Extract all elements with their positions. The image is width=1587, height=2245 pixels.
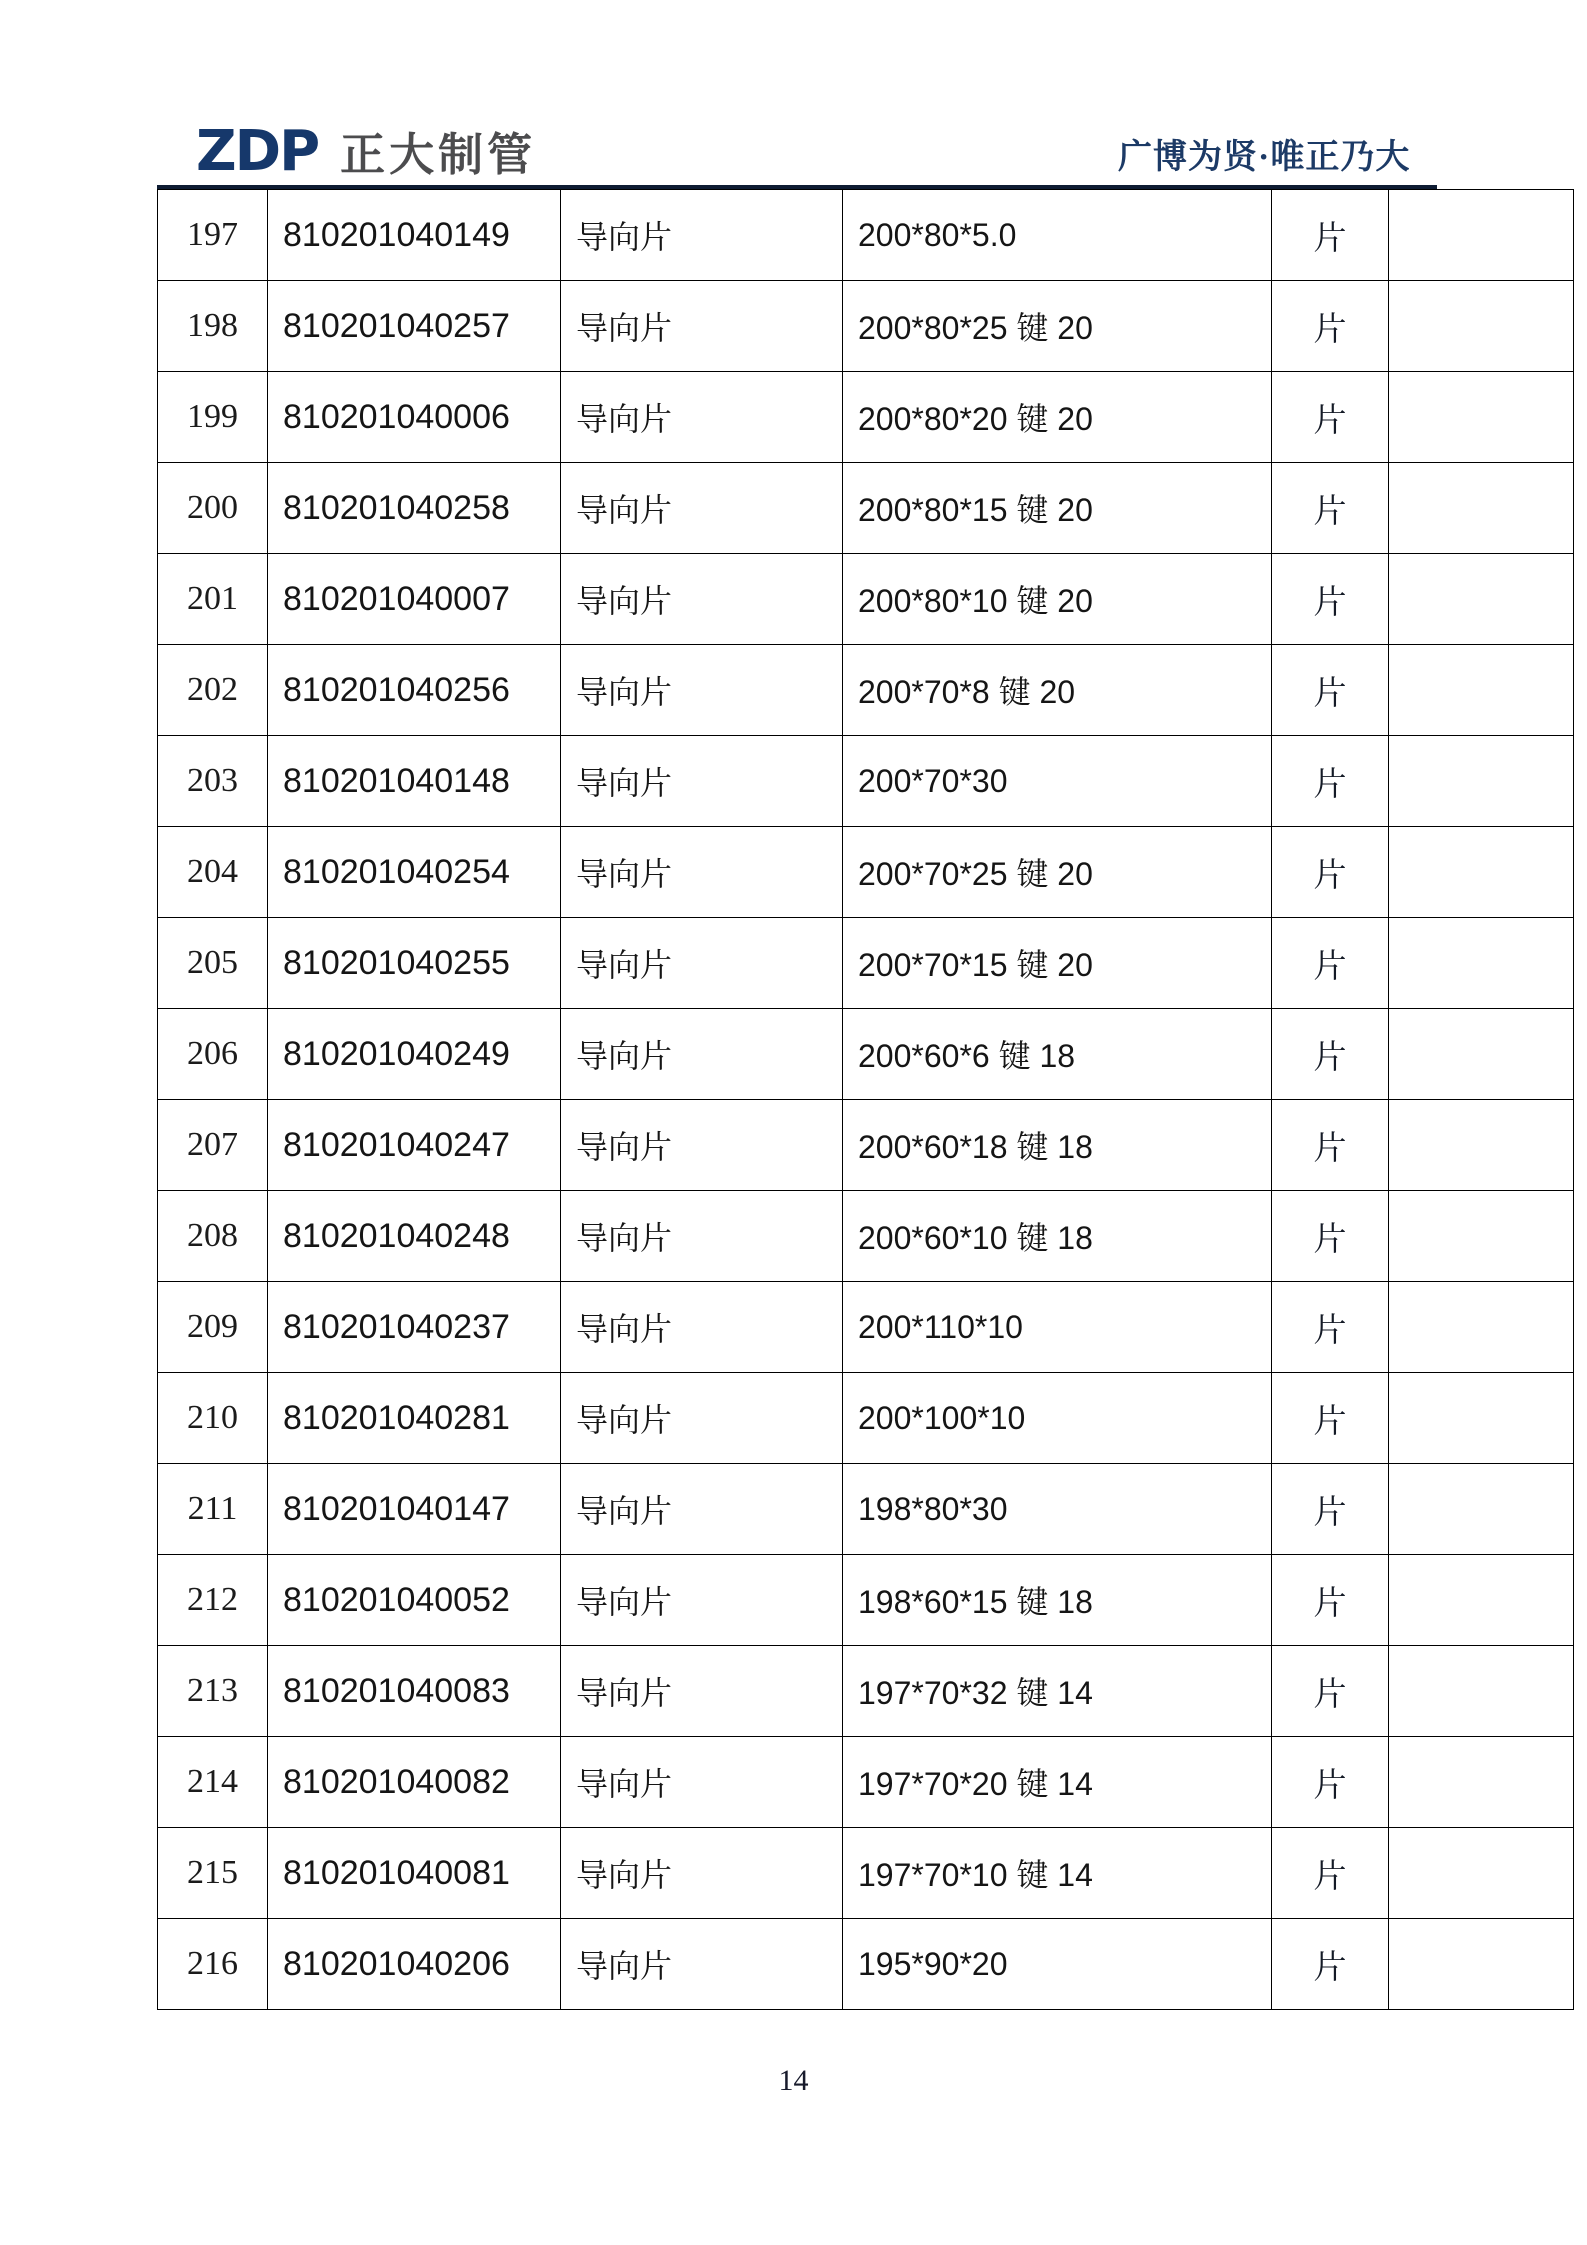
spec-cell: 200*60*6 键 18 bbox=[843, 1009, 1272, 1100]
unit-cell: 片 bbox=[1272, 1373, 1389, 1464]
material-code-cell: 810201040006 bbox=[268, 372, 561, 463]
unit-cell: 片 bbox=[1272, 1646, 1389, 1737]
part-name-cell: 导向片 bbox=[561, 918, 843, 1009]
logo-company-name: 正大制管 bbox=[340, 129, 537, 180]
table-row bbox=[158, 463, 1574, 554]
row-number-cell: 207 bbox=[158, 1100, 268, 1191]
row-number-cell: 201 bbox=[158, 554, 268, 645]
unit-cell: 片 bbox=[1272, 190, 1389, 281]
part-name-cell: 导向片 bbox=[561, 736, 843, 827]
unit-cell: 片 bbox=[1272, 645, 1389, 736]
row-number-cell: 211 bbox=[158, 1464, 268, 1555]
remark-cell bbox=[1389, 1828, 1574, 1919]
remark-cell bbox=[1389, 1191, 1574, 1282]
row-number-cell: 206 bbox=[158, 1009, 268, 1100]
row-number-cell: 202 bbox=[158, 645, 268, 736]
row-number-cell: 216 bbox=[158, 1919, 268, 2010]
row-number-cell: 208 bbox=[158, 1191, 268, 1282]
material-code-cell: 810201040082 bbox=[268, 1737, 561, 1828]
row-number-cell: 203 bbox=[158, 736, 268, 827]
remark-cell bbox=[1389, 1282, 1574, 1373]
part-name-cell: 导向片 bbox=[561, 1373, 843, 1464]
table-row bbox=[158, 736, 1574, 827]
part-name-cell: 导向片 bbox=[561, 1464, 843, 1555]
table-row bbox=[158, 281, 1574, 372]
part-name-cell: 导向片 bbox=[561, 827, 843, 918]
part-name-cell: 导向片 bbox=[561, 1555, 843, 1646]
table-row bbox=[158, 1919, 1574, 2010]
row-number-cell: 209 bbox=[158, 1282, 268, 1373]
unit-cell: 片 bbox=[1272, 1828, 1389, 1919]
material-code-cell: 810201040148 bbox=[268, 736, 561, 827]
remark-cell bbox=[1389, 645, 1574, 736]
part-name-cell: 导向片 bbox=[561, 1919, 843, 2010]
remark-cell bbox=[1389, 463, 1574, 554]
row-number-cell: 214 bbox=[158, 1737, 268, 1828]
unit-cell: 片 bbox=[1272, 372, 1389, 463]
part-name-cell: 导向片 bbox=[561, 1282, 843, 1373]
material-code-cell: 810201040257 bbox=[268, 281, 561, 372]
table-row bbox=[158, 1737, 1574, 1828]
part-name-cell: 导向片 bbox=[561, 281, 843, 372]
part-name-cell: 导向片 bbox=[561, 1100, 843, 1191]
spec-cell: 200*110*10 bbox=[843, 1282, 1272, 1373]
company-tagline: 广博为贤·唯正乃大 bbox=[1118, 139, 1411, 176]
material-code-cell: 810201040081 bbox=[268, 1828, 561, 1919]
table-row bbox=[158, 1555, 1574, 1646]
material-code-cell: 810201040052 bbox=[268, 1555, 561, 1646]
material-code-cell: 810201040249 bbox=[268, 1009, 561, 1100]
unit-cell: 片 bbox=[1272, 1555, 1389, 1646]
row-number-cell: 215 bbox=[158, 1828, 268, 1919]
material-code-cell: 810201040237 bbox=[268, 1282, 561, 1373]
row-number-cell: 210 bbox=[158, 1373, 268, 1464]
row-number-cell: 197 bbox=[158, 190, 268, 281]
unit-cell: 片 bbox=[1272, 918, 1389, 1009]
table-row bbox=[158, 1100, 1574, 1191]
table-row bbox=[158, 1464, 1574, 1555]
material-code-cell: 810201040206 bbox=[268, 1919, 561, 2010]
spec-cell: 200*60*10 键 18 bbox=[843, 1191, 1272, 1282]
unit-cell: 片 bbox=[1272, 1100, 1389, 1191]
material-code-cell: 810201040149 bbox=[268, 190, 561, 281]
remark-cell bbox=[1389, 372, 1574, 463]
material-code-cell: 810201040254 bbox=[268, 827, 561, 918]
part-name-cell: 导向片 bbox=[561, 1009, 843, 1100]
table-row bbox=[158, 1282, 1574, 1373]
unit-cell: 片 bbox=[1272, 1464, 1389, 1555]
remark-cell bbox=[1389, 1919, 1574, 2010]
remark-cell bbox=[1389, 1555, 1574, 1646]
remark-cell bbox=[1389, 1009, 1574, 1100]
part-name-cell: 导向片 bbox=[561, 1828, 843, 1919]
unit-cell: 片 bbox=[1272, 736, 1389, 827]
unit-cell: 片 bbox=[1272, 554, 1389, 645]
spec-cell: 200*70*15 键 20 bbox=[843, 918, 1272, 1009]
table-row bbox=[158, 827, 1574, 918]
table-row bbox=[158, 645, 1574, 736]
table-row bbox=[158, 1646, 1574, 1737]
material-code-cell: 810201040281 bbox=[268, 1373, 561, 1464]
table-row bbox=[158, 190, 1574, 281]
material-code-cell: 810201040255 bbox=[268, 918, 561, 1009]
remark-cell bbox=[1389, 1373, 1574, 1464]
remark-cell bbox=[1389, 1646, 1574, 1737]
part-name-cell: 导向片 bbox=[561, 190, 843, 281]
table-row bbox=[158, 918, 1574, 1009]
table-row bbox=[158, 372, 1574, 463]
material-code-cell: 810201040083 bbox=[268, 1646, 561, 1737]
table-row bbox=[158, 1009, 1574, 1100]
spec-cell: 200*70*8 键 20 bbox=[843, 645, 1272, 736]
table-row bbox=[158, 554, 1574, 645]
part-name-cell: 导向片 bbox=[561, 463, 843, 554]
spec-cell: 198*80*30 bbox=[843, 1464, 1272, 1555]
material-code-cell: 810201040147 bbox=[268, 1464, 561, 1555]
unit-cell: 片 bbox=[1272, 1191, 1389, 1282]
part-name-cell: 导向片 bbox=[561, 554, 843, 645]
spec-cell: 197*70*32 键 14 bbox=[843, 1646, 1272, 1737]
unit-cell: 片 bbox=[1272, 1737, 1389, 1828]
remark-cell bbox=[1389, 1464, 1574, 1555]
company-logo bbox=[196, 119, 537, 184]
remark-cell bbox=[1389, 827, 1574, 918]
material-code-cell: 810201040248 bbox=[268, 1191, 561, 1282]
spec-cell: 197*70*10 键 14 bbox=[843, 1828, 1272, 1919]
table-row bbox=[158, 1373, 1574, 1464]
row-number-cell: 213 bbox=[158, 1646, 268, 1737]
table-row bbox=[158, 1191, 1574, 1282]
spec-cell: 195*90*20 bbox=[843, 1919, 1272, 2010]
unit-cell: 片 bbox=[1272, 1282, 1389, 1373]
material-code-cell: 810201040258 bbox=[268, 463, 561, 554]
remark-cell bbox=[1389, 736, 1574, 827]
part-name-cell: 导向片 bbox=[561, 1646, 843, 1737]
material-code-cell: 810201040247 bbox=[268, 1100, 561, 1191]
spec-cell: 200*100*10 bbox=[843, 1373, 1272, 1464]
spec-cell: 200*60*18 键 18 bbox=[843, 1100, 1272, 1191]
spec-cell: 200*80*10 键 20 bbox=[843, 554, 1272, 645]
unit-cell: 片 bbox=[1272, 281, 1389, 372]
table-row bbox=[158, 1828, 1574, 1919]
remark-cell bbox=[1389, 190, 1574, 281]
spec-cell: 200*70*30 bbox=[843, 736, 1272, 827]
spec-cell: 200*80*15 键 20 bbox=[843, 463, 1272, 554]
remark-cell bbox=[1389, 1737, 1574, 1828]
part-name-cell: 导向片 bbox=[561, 645, 843, 736]
unit-cell: 片 bbox=[1272, 463, 1389, 554]
spec-cell: 200*80*5.0 bbox=[843, 190, 1272, 281]
parts-table-body bbox=[158, 190, 1574, 2010]
part-name-cell: 导向片 bbox=[561, 372, 843, 463]
part-name-cell: 导向片 bbox=[561, 1191, 843, 1282]
spec-cell: 200*80*20 键 20 bbox=[843, 372, 1272, 463]
logo-zdp-mark: ZDP bbox=[196, 119, 319, 184]
remark-cell bbox=[1389, 281, 1574, 372]
row-number-cell: 205 bbox=[158, 918, 268, 1009]
part-name-cell: 导向片 bbox=[561, 1737, 843, 1828]
unit-cell: 片 bbox=[1272, 827, 1389, 918]
remark-cell bbox=[1389, 1100, 1574, 1191]
row-number-cell: 200 bbox=[158, 463, 268, 554]
spec-cell: 200*70*25 键 20 bbox=[843, 827, 1272, 918]
page-number: 14 bbox=[778, 2064, 809, 2097]
spec-cell: 198*60*15 键 18 bbox=[843, 1555, 1272, 1646]
spec-cell: 197*70*20 键 14 bbox=[843, 1737, 1272, 1828]
unit-cell: 片 bbox=[1272, 1919, 1389, 2010]
material-code-cell: 810201040256 bbox=[268, 645, 561, 736]
row-number-cell: 204 bbox=[158, 827, 268, 918]
row-number-cell: 212 bbox=[158, 1555, 268, 1646]
unit-cell: 片 bbox=[1272, 1009, 1389, 1100]
row-number-cell: 198 bbox=[158, 281, 268, 372]
row-number-cell: 199 bbox=[158, 372, 268, 463]
spec-cell: 200*80*25 键 20 bbox=[843, 281, 1272, 372]
parts-table bbox=[157, 189, 1574, 2010]
material-code-cell: 810201040007 bbox=[268, 554, 561, 645]
remark-cell bbox=[1389, 918, 1574, 1009]
remark-cell bbox=[1389, 554, 1574, 645]
